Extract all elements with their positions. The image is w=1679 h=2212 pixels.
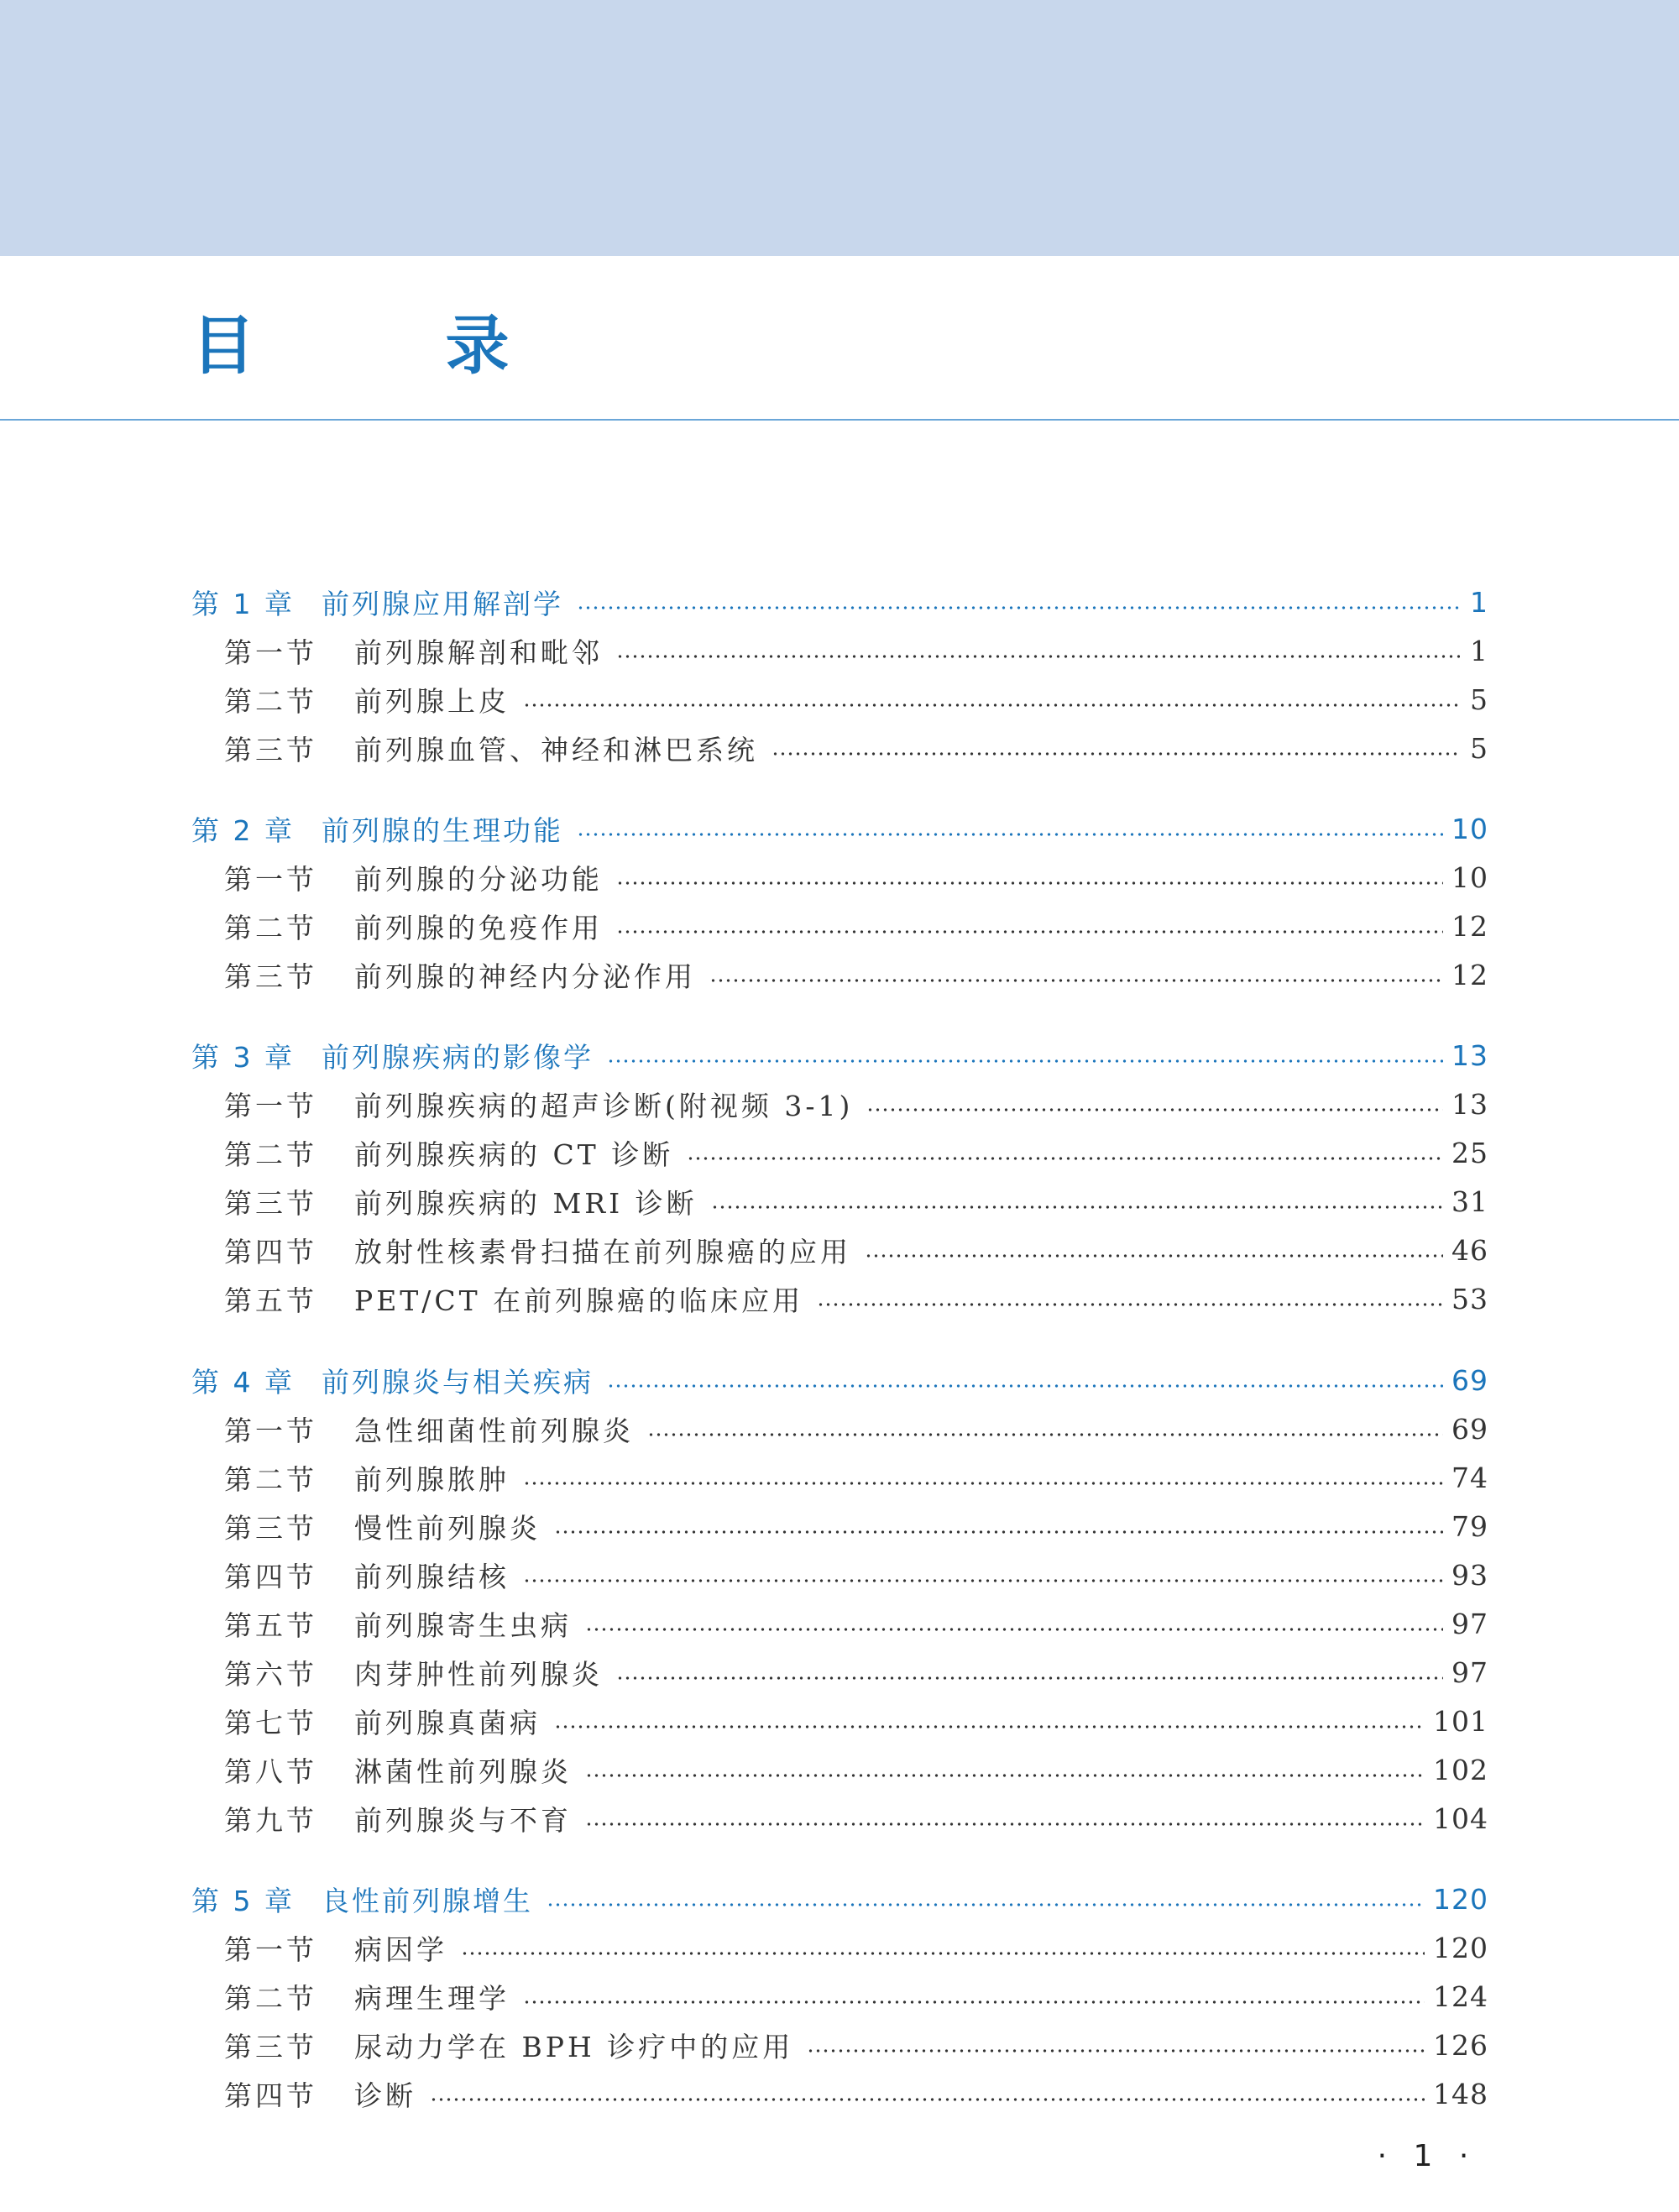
section-number: 第三节 — [224, 960, 317, 993]
section-title: 前列腺的神经内分泌作用 — [354, 960, 696, 993]
toc-section[interactable] — [224, 1797, 1488, 1839]
dot-leader — [461, 1952, 1425, 1955]
toc-section[interactable] — [224, 1229, 1488, 1271]
dot-leader — [523, 1579, 1443, 1582]
dot-leader — [523, 2000, 1425, 2004]
dot-leader — [772, 752, 1460, 756]
toc-section[interactable] — [224, 678, 1488, 720]
toc-section[interactable] — [224, 1651, 1488, 1693]
section-title: 诊断 — [354, 2079, 416, 2112]
page-number: · 1 · — [1377, 2139, 1478, 2173]
chapter-number: 第 2 章 — [191, 813, 295, 847]
dot-leader — [430, 2098, 1425, 2101]
section-page: 12 — [1451, 958, 1488, 991]
section-title: 病因学 — [354, 1932, 447, 1966]
section-title: 前列腺寄生虫病 — [354, 1608, 572, 1642]
section-number: 第五节 — [224, 1284, 317, 1317]
toc-section[interactable] — [224, 630, 1488, 672]
chapter-number: 第 1 章 — [191, 587, 295, 620]
section-title: 前列腺结核 — [354, 1560, 510, 1593]
section-number: 第二节 — [224, 1137, 317, 1171]
chapter-page: 10 — [1451, 812, 1488, 845]
toc-section[interactable] — [224, 727, 1488, 769]
section-number: 第二节 — [224, 1462, 317, 1496]
chapter-page: 120 — [1433, 1882, 1488, 1916]
section-title: 前列腺疾病的 MRI 诊断 — [354, 1186, 698, 1220]
section-title: 前列腺的分泌功能 — [354, 862, 603, 896]
dot-leader — [817, 1303, 1443, 1306]
dot-leader — [585, 1628, 1443, 1631]
toc-section[interactable] — [224, 1083, 1488, 1125]
toc-section[interactable] — [224, 1278, 1488, 1320]
dot-leader — [554, 1725, 1425, 1728]
section-page: 124 — [1433, 1979, 1488, 2013]
dot-leader — [554, 1530, 1443, 1534]
section-title: 前列腺血管、神经和淋巴系统 — [354, 733, 758, 766]
dot-leader — [711, 1205, 1443, 1209]
section-title: 尿动力学在 BPH 诊疗中的应用 — [354, 2030, 794, 2063]
chapter-title: 前列腺的生理功能 — [322, 813, 563, 847]
section-page: 53 — [1451, 1282, 1488, 1315]
section-title: 前列腺脓肿 — [354, 1462, 510, 1496]
toc-section[interactable] — [224, 905, 1488, 947]
toc-chapter-3[interactable] — [191, 1034, 1488, 1076]
toc-section[interactable] — [224, 1132, 1488, 1174]
toc-section[interactable] — [224, 2024, 1488, 2066]
toc-section[interactable] — [224, 954, 1488, 996]
section-number: 第二节 — [224, 684, 317, 718]
section-page: 126 — [1433, 2028, 1488, 2062]
dot-leader — [607, 1384, 1443, 1388]
dot-leader — [616, 655, 1460, 658]
section-page: 1 — [1470, 634, 1488, 667]
section-title: 前列腺真菌病 — [354, 1706, 541, 1739]
toc-chapter-4[interactable] — [191, 1359, 1488, 1401]
dot-leader — [616, 881, 1443, 885]
section-page: 97 — [1451, 1655, 1488, 1689]
dot-leader — [607, 1059, 1443, 1063]
section-page: 5 — [1470, 731, 1488, 765]
section-title: 放射性核素骨扫描在前列腺癌的应用 — [354, 1235, 851, 1268]
section-number: 第三节 — [224, 733, 317, 766]
section-number: 第四节 — [224, 1560, 317, 1593]
dot-leader — [547, 1903, 1425, 1906]
section-page: 93 — [1451, 1558, 1488, 1592]
section-page: 13 — [1451, 1087, 1488, 1121]
section-title: 前列腺解剖和毗邻 — [354, 635, 603, 669]
chapter-title: 前列腺疾病的影像学 — [322, 1040, 594, 1074]
section-number: 第四节 — [224, 1235, 317, 1268]
section-page: 101 — [1433, 1704, 1488, 1738]
chapter-title: 前列腺应用解剖学 — [322, 587, 563, 620]
section-page: 74 — [1451, 1461, 1488, 1494]
section-number: 第八节 — [224, 1754, 317, 1788]
toc-chapter-5[interactable] — [191, 1878, 1488, 1920]
toc-chapter-2[interactable] — [191, 808, 1488, 850]
toc-section[interactable] — [224, 1456, 1488, 1498]
section-title: 前列腺疾病的 CT 诊断 — [354, 1137, 674, 1171]
toc-section[interactable] — [224, 1927, 1488, 1969]
chapter-page: 69 — [1451, 1363, 1488, 1397]
section-title: 前列腺炎与不育 — [354, 1803, 572, 1837]
dot-leader — [577, 833, 1443, 836]
dot-leader — [616, 1676, 1443, 1680]
section-number: 第二节 — [224, 911, 317, 944]
chapter-title: 前列腺炎与相关疾病 — [322, 1365, 594, 1399]
section-page: 12 — [1451, 909, 1488, 943]
dot-leader — [585, 1822, 1425, 1826]
chapter-page: 1 — [1470, 585, 1488, 619]
chapter-title: 良性前列腺增生 — [322, 1884, 533, 1917]
toc-section[interactable] — [224, 1505, 1488, 1547]
section-page: 104 — [1433, 1801, 1488, 1835]
toc-section[interactable] — [224, 1749, 1488, 1791]
toc-section[interactable] — [224, 1554, 1488, 1596]
dot-leader — [523, 703, 1460, 707]
section-number: 第九节 — [224, 1803, 317, 1837]
section-number: 第三节 — [224, 1186, 317, 1220]
section-number: 第二节 — [224, 1981, 317, 2015]
dot-leader — [523, 1482, 1443, 1485]
section-number: 第一节 — [224, 1089, 317, 1122]
section-number: 第三节 — [224, 1511, 317, 1545]
section-number: 第四节 — [224, 2079, 317, 2112]
toc-section[interactable] — [224, 1408, 1488, 1450]
section-page: 5 — [1470, 682, 1488, 716]
chapter-page: 13 — [1451, 1038, 1488, 1072]
dot-leader — [865, 1254, 1443, 1258]
dot-leader — [577, 606, 1460, 609]
section-page: 10 — [1451, 860, 1488, 894]
section-number: 第三节 — [224, 2030, 317, 2063]
toc-section[interactable] — [224, 1603, 1488, 1645]
section-number: 第一节 — [224, 862, 317, 896]
section-title: 急性细菌性前列腺炎 — [354, 1414, 634, 1447]
section-number: 第一节 — [224, 1932, 317, 1966]
dot-leader — [807, 2049, 1425, 2053]
toc-section[interactable] — [224, 1180, 1488, 1222]
dot-leader — [866, 1108, 1443, 1111]
section-number: 第一节 — [224, 1414, 317, 1447]
section-title: 慢性前列腺炎 — [354, 1511, 541, 1545]
toc-section[interactable] — [224, 1700, 1488, 1742]
section-title: 病理生理学 — [354, 1981, 510, 2015]
section-page: 97 — [1451, 1607, 1488, 1640]
section-page: 46 — [1451, 1233, 1488, 1267]
chapter-number: 第 4 章 — [191, 1365, 295, 1399]
chapter-number: 第 5 章 — [191, 1884, 295, 1917]
toc-section[interactable] — [224, 856, 1488, 898]
section-title: 前列腺的免疫作用 — [354, 911, 603, 944]
section-number: 第六节 — [224, 1657, 317, 1691]
section-page: 102 — [1433, 1753, 1488, 1786]
section-number: 第七节 — [224, 1706, 317, 1739]
section-page: 79 — [1451, 1509, 1488, 1543]
dot-leader — [585, 1774, 1425, 1777]
dot-leader — [709, 979, 1443, 982]
page-title: 目 录 — [191, 308, 594, 383]
toc-section[interactable] — [224, 2073, 1488, 2115]
section-title: 前列腺疾病的超声诊断(附视频 3-1) — [354, 1089, 854, 1122]
section-title: 肉芽肿性前列腺炎 — [354, 1657, 603, 1691]
section-title: 前列腺上皮 — [354, 684, 510, 718]
section-number: 第五节 — [224, 1608, 317, 1642]
dot-leader — [616, 930, 1443, 933]
chapter-number: 第 3 章 — [191, 1040, 295, 1074]
section-page: 120 — [1433, 1931, 1488, 1964]
section-title: PET/CT 在前列腺癌的临床应用 — [354, 1284, 804, 1317]
dot-leader — [687, 1157, 1443, 1160]
section-page: 148 — [1433, 2077, 1488, 2110]
toc-chapter-1[interactable] — [191, 581, 1488, 623]
section-number: 第一节 — [224, 635, 317, 669]
section-page: 31 — [1451, 1184, 1488, 1218]
dot-leader — [647, 1433, 1443, 1436]
section-title: 淋菌性前列腺炎 — [354, 1754, 572, 1788]
toc-section[interactable] — [224, 1975, 1488, 2017]
section-page: 25 — [1451, 1136, 1488, 1169]
section-page: 69 — [1451, 1412, 1488, 1446]
